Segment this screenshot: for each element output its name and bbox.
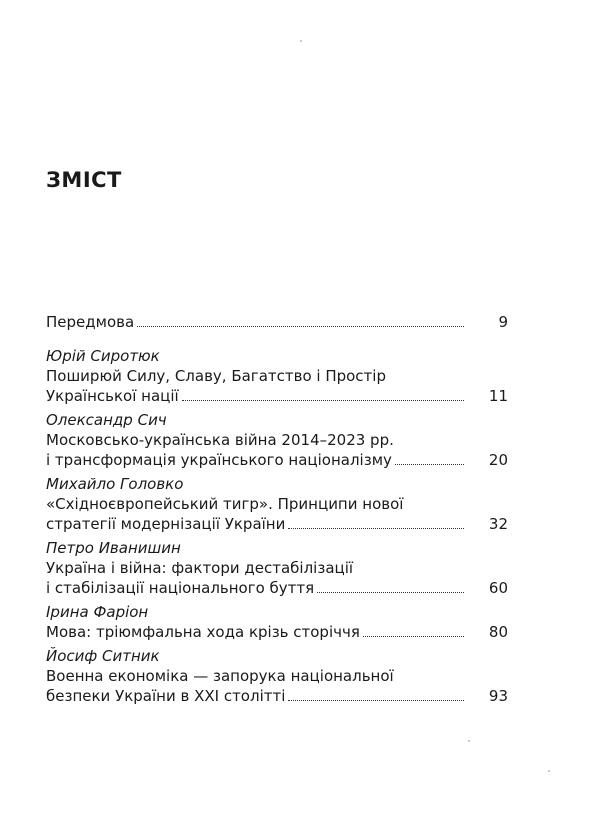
toc-entry-line [46, 686, 508, 706]
scan-speck [548, 770, 550, 772]
toc-author: Юрій Сиротюк [46, 347, 160, 365]
toc-entry-preface [46, 312, 508, 332]
page-title: ЗМІСТ [46, 168, 122, 192]
toc-author: Михайло Головко [46, 475, 184, 493]
toc-author: Ірина Фаріон [46, 603, 149, 621]
dot-leader [137, 325, 464, 327]
toc-entry [46, 474, 508, 534]
dot-leader [395, 463, 464, 465]
toc-entry [46, 410, 508, 470]
toc-entry-title: стратегії модернізації України [46, 515, 286, 533]
dot-leader [317, 591, 464, 593]
scan-speck [468, 740, 470, 742]
toc-author: Олександр Сич [46, 411, 167, 429]
toc-title-line: «Східноєвропейський тигр». Принципи нової [46, 495, 404, 513]
toc-entry-line [46, 578, 508, 598]
page-number: 80 [488, 623, 508, 641]
page-number: 9 [498, 313, 508, 331]
page-number: 32 [488, 515, 508, 533]
toc-entry-title: і стабілізації національного буття [46, 579, 315, 597]
dot-leader [182, 399, 464, 401]
toc-entry-title: і трансформація українського націоналізму [46, 451, 392, 469]
scan-speck [300, 40, 302, 42]
page-number: 93 [488, 687, 508, 705]
toc-entry [46, 602, 508, 642]
toc-author: Петро Иванишин [46, 539, 181, 557]
toc-entry-title: Передмова [46, 313, 135, 331]
toc-entry-title: безпеки України в XXI столітті [46, 687, 286, 705]
dot-leader [288, 699, 464, 701]
toc-entry-line [46, 386, 508, 406]
spacer [46, 332, 508, 346]
table-of-contents [46, 312, 508, 706]
toc-entry-line [46, 312, 508, 332]
toc-entry [46, 538, 508, 598]
toc-entry-title: Української нації [46, 387, 179, 405]
dot-leader [288, 527, 464, 529]
toc-entry-title: Мова: тріюмфальна хода крізь сторіччя [46, 623, 360, 641]
toc-entry [46, 646, 508, 706]
page-number: 20 [488, 451, 508, 469]
toc-entry-line [46, 450, 508, 470]
toc-author: Йосиф Ситник [46, 647, 160, 665]
dot-leader [363, 635, 464, 637]
toc-title-line: Україна і війна: фактори дестабілізації [46, 559, 354, 577]
toc-entry-line [46, 622, 508, 642]
toc-title-line: Военна економіка — запорука національної [46, 667, 394, 685]
toc-entry [46, 346, 508, 406]
page-number: 60 [488, 579, 508, 597]
toc-title-line: Поширюй Силу, Славу, Багатство і Простір [46, 367, 386, 385]
page-number: 11 [488, 387, 508, 405]
toc-title-line: Московсько-українська війна 2014–2023 рр. [46, 431, 394, 449]
toc-entry-line [46, 514, 508, 534]
